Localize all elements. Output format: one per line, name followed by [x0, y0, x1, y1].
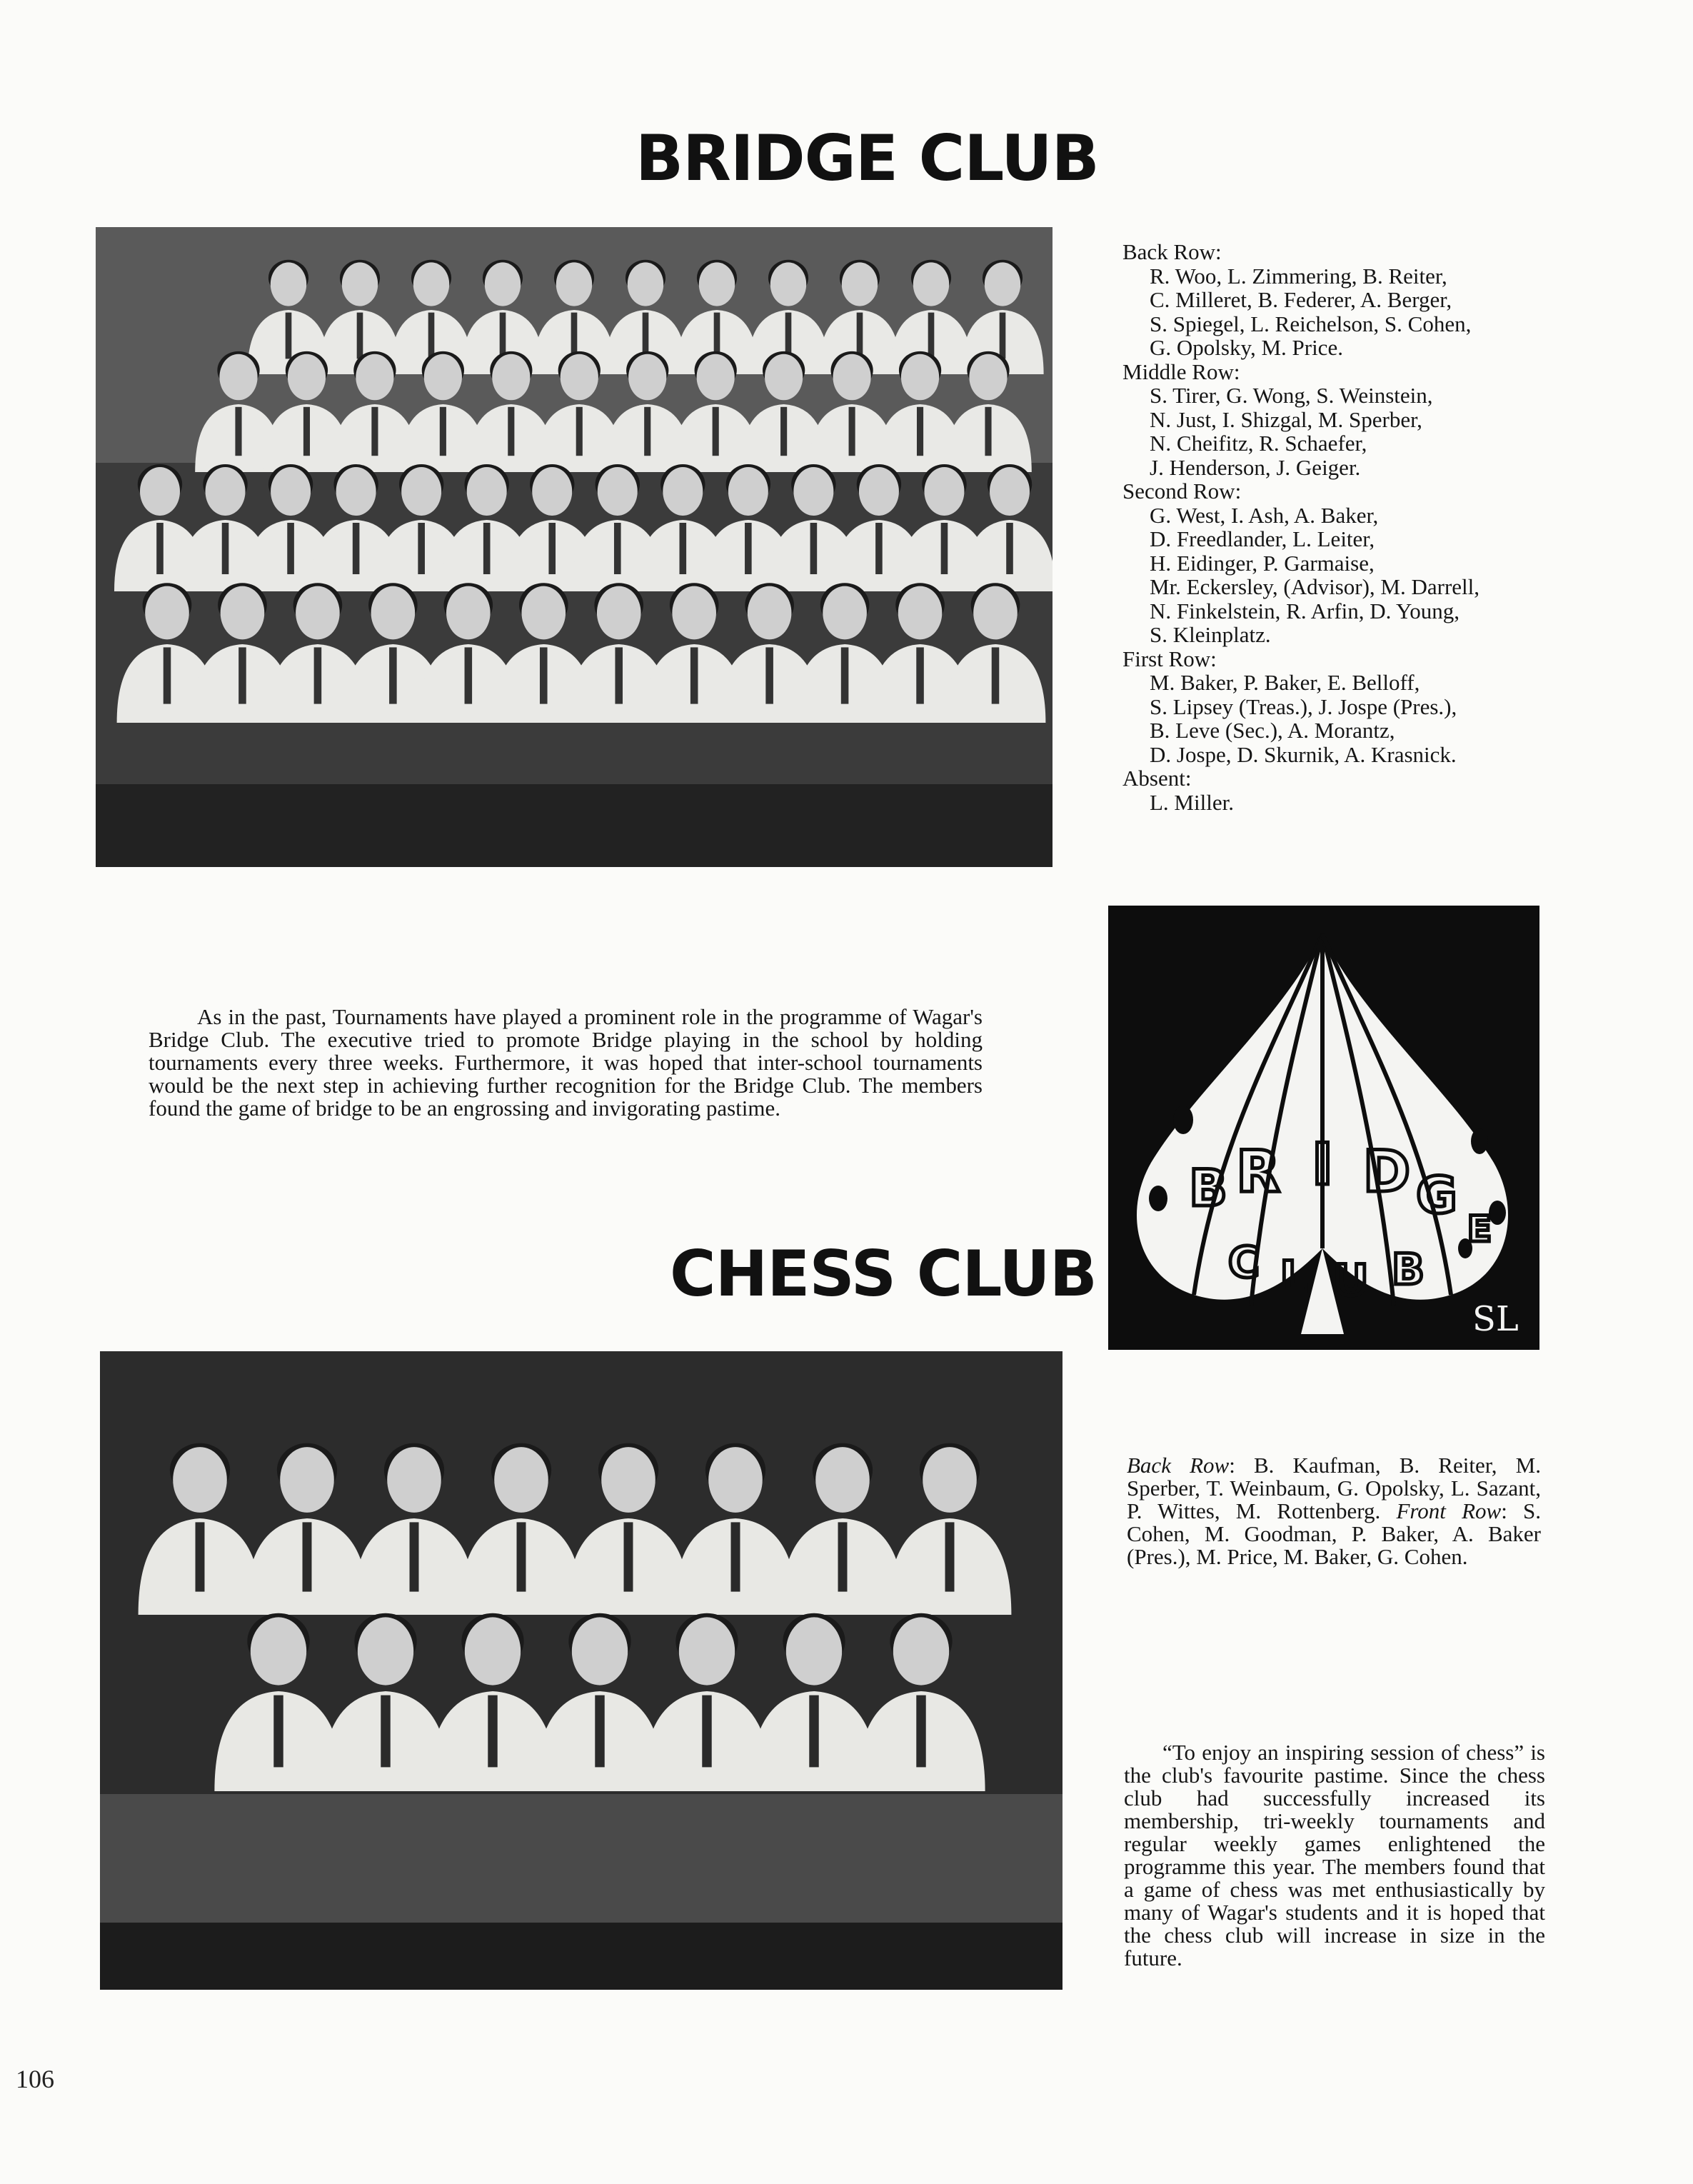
person-head: [601, 1447, 655, 1513]
person-head: [815, 1447, 870, 1513]
person-tie: [713, 407, 719, 456]
person-head: [140, 467, 180, 516]
roster-row-heading: First Row:: [1122, 646, 1217, 671]
person-tie: [1000, 313, 1006, 359]
spade-letter: R: [1236, 1138, 1280, 1205]
roster-names-line: N. Cheifitz, R. Schaefer,: [1150, 431, 1367, 456]
person-tie: [810, 523, 818, 574]
spade-letter: L: [1280, 1252, 1308, 1302]
person-tie: [875, 523, 883, 574]
person-tie: [690, 647, 698, 703]
person-head: [173, 1447, 227, 1513]
person-head: [748, 586, 792, 640]
person-head: [728, 467, 768, 516]
person-tie: [992, 647, 1000, 703]
person-head: [672, 586, 716, 640]
person-head: [697, 354, 735, 401]
bridge-club-roster: [1122, 240, 1551, 814]
person-tie: [488, 1695, 497, 1768]
person-tie: [540, 647, 548, 703]
person-head: [572, 1617, 628, 1685]
roster-names-line: C. Milleret, B. Federer, A. Berger,: [1150, 287, 1452, 312]
person-head: [401, 467, 441, 516]
person-head: [699, 262, 735, 306]
person-tie: [731, 1522, 740, 1591]
person-tie: [286, 313, 292, 359]
roster-names-line: S. Spiegel, L. Reichelson, S. Cohen,: [1150, 311, 1472, 336]
person-head: [342, 262, 378, 306]
roster-row-heading: Second Row:: [1122, 479, 1242, 504]
person-tie: [644, 407, 650, 456]
person-head: [770, 262, 806, 306]
spade-bridge-club-artwork: [1108, 906, 1539, 1350]
person-head: [251, 1617, 306, 1685]
person-tie: [780, 407, 787, 456]
roster-names-line: B. Leve (Sec.), A. Morantz,: [1150, 718, 1395, 743]
bridge-club-group-photo: [96, 227, 1053, 867]
person-tie: [465, 647, 473, 703]
spade-letter: I: [1312, 1131, 1333, 1198]
person-head: [823, 586, 867, 640]
roster-names-line: M. Baker, P. Baker, E. Belloff,: [1150, 670, 1420, 695]
person-head: [561, 354, 598, 401]
roster-names-line: G. West, I. Ash, A. Baker,: [1150, 502, 1379, 528]
person-tie: [440, 407, 446, 456]
person-tie: [1006, 523, 1013, 574]
roster-names-line: R. Woo, L. Zimmering, B. Reiter,: [1150, 263, 1447, 289]
person-tie: [595, 1695, 604, 1768]
person-head: [492, 354, 530, 401]
person-head: [985, 262, 1020, 306]
roster-names-line: L. Miller.: [1150, 789, 1234, 815]
roster-names-line: J. Henderson, J. Geiger.: [1150, 454, 1361, 480]
person-tie: [287, 523, 294, 574]
person-head: [990, 467, 1030, 516]
person-tie: [314, 647, 322, 703]
person-head: [413, 262, 449, 306]
roster-names-line: N. Just, I. Shizgal, M. Sperber,: [1150, 406, 1422, 432]
person-head: [206, 467, 246, 516]
person-head: [467, 467, 507, 516]
person-head: [219, 354, 257, 401]
person-head: [969, 354, 1007, 401]
person-head: [387, 1447, 441, 1513]
roster-names-line: D. Jospe, D. Skurnik, A. Krasnick.: [1150, 741, 1457, 767]
roster-row-heading: Back Row:: [1122, 239, 1222, 264]
chess-club-group-photo: [100, 1351, 1062, 1990]
spade-letter: B: [1392, 1245, 1425, 1295]
chess-back-row-label: Back Row: [1127, 1453, 1230, 1478]
roster-names-line: N. Finkelstein, R. Arfin, D. Young,: [1150, 598, 1460, 623]
person-tie: [500, 313, 506, 359]
person-tie: [381, 1695, 390, 1768]
person-tie: [916, 647, 924, 703]
person-head: [628, 354, 666, 401]
person-tie: [357, 313, 363, 359]
person-tie: [985, 407, 991, 456]
person-head: [786, 1617, 842, 1685]
chess-back-row-names: : B. Kaufman, B. Reiter, M. Sperber, T. Weinbaum, G. Opolsky, L. Sazant, P. Wittes, M. Rottenberg.: [1127, 1453, 1541, 1523]
person-tie: [353, 523, 360, 574]
chess-club-title: CHESS CLUB: [670, 1237, 1097, 1311]
person-head: [901, 354, 939, 401]
person-tie: [624, 1522, 633, 1591]
chess-front-row-names: : S. Cohen, M. Goodman, P. Baker, A. Baker (Pres.), M. Price, M. Baker, G. Cohen.: [1127, 1498, 1541, 1569]
person-tie: [702, 1695, 711, 1768]
person-tie: [508, 407, 514, 456]
person-tie: [156, 523, 164, 574]
roster-names-line: S. Kleinplatz.: [1150, 622, 1271, 647]
person-head: [465, 1617, 521, 1685]
person-head: [485, 262, 521, 306]
bridge-club-description: [149, 1006, 983, 1120]
person-head: [679, 1617, 735, 1685]
artist-signature: SL: [1472, 1299, 1519, 1339]
person-head: [145, 586, 189, 640]
person-tie: [164, 647, 171, 703]
person-tie: [238, 647, 246, 703]
chess-front-row-label: Front Row: [1396, 1498, 1502, 1523]
page-number: 106: [16, 2065, 54, 2093]
bridge-description-text: As in the past, Tournaments have played a prominent role in the programme of Wagar's Bridge Club. The executive tried to promote Bridge playing in the school by holding tournaments every three weeks. Furthermore, it was hoped that inter-school tournaments would be the next step in achieving further recognition for the Bridge Club. The members found the game of bridge to be an engrossing and invigorating pastime.: [149, 1004, 983, 1121]
person-head: [708, 1447, 763, 1513]
person-head: [296, 586, 340, 640]
person-head: [842, 262, 878, 306]
person-head: [973, 586, 1018, 640]
person-head: [924, 467, 964, 516]
person-head: [923, 1447, 977, 1513]
person-head: [271, 467, 311, 516]
person-head: [898, 586, 943, 640]
person-tie: [841, 647, 849, 703]
person-tie: [517, 1522, 526, 1591]
person-head: [663, 467, 703, 516]
person-tie: [680, 523, 687, 574]
person-tie: [945, 1522, 955, 1591]
person-tie: [849, 407, 855, 456]
person-head: [597, 586, 641, 640]
spade-letter: G: [1416, 1166, 1457, 1225]
person-tie: [857, 313, 863, 359]
chess-club-roster: [1127, 1454, 1541, 1568]
roster-names-line: S. Lipsey (Treas.), J. Jospe (Pres.),: [1150, 693, 1457, 719]
person-tie: [614, 523, 621, 574]
roster-names-line: G. Opolsky, M. Price.: [1150, 335, 1343, 360]
spade-letter: C: [1227, 1238, 1260, 1288]
person-tie: [928, 313, 935, 359]
person-head: [371, 586, 416, 640]
person-head: [556, 262, 592, 306]
person-tie: [303, 407, 310, 456]
person-tie: [838, 1522, 848, 1591]
person-tie: [389, 647, 397, 703]
person-head: [356, 354, 393, 401]
person-head: [494, 1447, 548, 1513]
person-tie: [917, 407, 923, 456]
bridge-club-title: BRIDGE CLUB: [635, 121, 1099, 195]
chess-club-description: [1124, 1741, 1545, 1970]
person-tie: [765, 647, 773, 703]
person-head: [765, 354, 803, 401]
spade-letter: D: [1362, 1138, 1411, 1205]
roster-names-line: D. Freedlander, L. Leiter,: [1150, 526, 1375, 551]
person-tie: [235, 407, 241, 456]
person-tie: [371, 407, 378, 456]
person-head: [628, 262, 663, 306]
person-head: [271, 262, 306, 306]
roster-names-line: S. Tirer, G. Wong, S. Weinstein,: [1150, 383, 1433, 408]
person-head: [521, 586, 566, 640]
person-tie: [916, 1695, 925, 1768]
person-tie: [410, 1522, 419, 1591]
person-head: [288, 354, 326, 401]
roster-names-line: Mr. Eckersley, (Advisor), M. Darrell,: [1150, 574, 1480, 599]
person-head: [358, 1617, 413, 1685]
spade-letter: B: [1189, 1159, 1227, 1218]
roster-row-heading: Middle Row:: [1122, 359, 1240, 384]
person-tie: [418, 523, 425, 574]
person-tie: [273, 1695, 283, 1768]
person-head: [859, 467, 899, 516]
person-head: [532, 467, 572, 516]
person-tie: [483, 523, 491, 574]
person-head: [336, 467, 376, 516]
person-tie: [548, 523, 556, 574]
roster-names-line: H. Eidinger, P. Garmaise,: [1150, 550, 1375, 576]
spade-letter: U: [1333, 1256, 1369, 1306]
person-head: [446, 586, 491, 640]
person-tie: [303, 1522, 312, 1591]
person-tie: [222, 523, 229, 574]
person-tie: [745, 523, 752, 574]
person-tie: [615, 647, 623, 703]
person-head: [598, 467, 638, 516]
spade-letter: E: [1467, 1208, 1492, 1250]
person-tie: [196, 1522, 205, 1591]
person-head: [221, 586, 265, 640]
person-tie: [941, 523, 948, 574]
chess-description-text: “To enjoy an inspiring session of chess” is the club's favourite pastime. Since the chess club had successfully increased its membership, tri-weekly tournaments and regular weekly games enlightened the programme this year. The members found that a game of chess was met enthusiastically by many of Wagar's students and it is hoped that the chess club will increase in size in the future.: [1124, 1740, 1545, 1970]
person-head: [833, 354, 870, 401]
person-head: [280, 1447, 334, 1513]
person-tie: [809, 1695, 818, 1768]
person-head: [424, 354, 462, 401]
person-tie: [576, 407, 583, 456]
roster-row-heading: Absent:: [1122, 766, 1192, 791]
person-head: [893, 1617, 949, 1685]
person-head: [913, 262, 949, 306]
person-tie: [428, 313, 435, 359]
person-head: [793, 467, 833, 516]
